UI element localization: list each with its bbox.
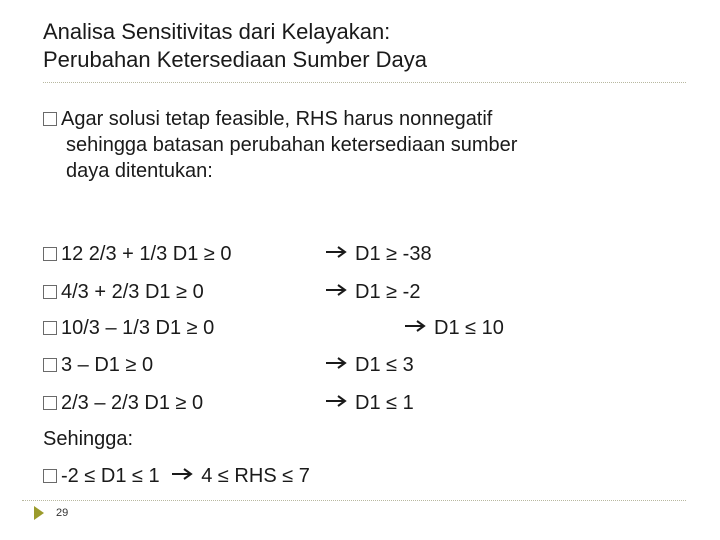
right-arrow-icon	[325, 394, 347, 408]
conclusion-row	[43, 463, 310, 489]
bullet-icon	[43, 396, 57, 410]
result-text: D1 ≤ 10	[434, 317, 504, 339]
constraint-expr: 3 – D1 ≥ 0	[61, 354, 154, 376]
constraint-result	[325, 390, 414, 416]
constraint-expr: 12 2/3 + 1/3 D1 ≥ 0	[61, 243, 232, 265]
slide-title	[43, 18, 683, 74]
right-arrow-icon	[325, 245, 347, 259]
right-arrow-icon	[171, 467, 193, 481]
constraint-expr: 2/3 – 2/3 D1 ≥ 0	[61, 392, 204, 414]
bullet-icon	[43, 112, 57, 126]
constraint-row	[43, 352, 153, 378]
intro-line-3: daya ditentukan:	[66, 160, 213, 182]
intro-line-2: sehingga batasan perubahan ketersediaan sumber	[66, 134, 518, 156]
conclusion-right: 4 ≤ RHS ≤ 7	[201, 465, 310, 487]
conclusion-label: Sehingga:	[43, 428, 134, 450]
result-text: D1 ≥ -38	[355, 243, 432, 265]
intro-line-1: Agar solusi tetap feasible, RHS harus nonnegatif	[61, 108, 493, 130]
constraint-result	[404, 315, 504, 341]
constraint-row	[43, 390, 203, 416]
bullet-icon	[43, 469, 57, 483]
result-text: D1 ≤ 3	[355, 354, 414, 376]
page-number: 29	[56, 507, 69, 519]
constraint-result	[325, 352, 414, 378]
constraint-result	[325, 279, 420, 305]
constraint-result	[325, 241, 432, 267]
title-divider	[43, 82, 686, 83]
right-arrow-icon	[404, 319, 426, 333]
right-arrow-icon	[325, 356, 347, 370]
conclusion-left: -2 ≤ D1 ≤ 1	[61, 465, 160, 487]
bullet-icon	[43, 285, 57, 299]
bullet-icon	[43, 321, 57, 335]
result-text: D1 ≥ -2	[355, 281, 421, 303]
page-marker-icon	[34, 506, 44, 520]
bullet-icon	[43, 358, 57, 372]
result-text: D1 ≤ 1	[355, 392, 414, 414]
title-line-1: Analisa Sensitivitas dari Kelayakan:	[43, 19, 391, 44]
footer-divider	[22, 500, 686, 501]
intro-paragraph	[43, 106, 673, 184]
constraint-row	[43, 241, 232, 267]
title-line-2: Perubahan Ketersediaan Sumber Daya	[43, 47, 428, 72]
constraint-row	[43, 315, 214, 341]
constraint-expr: 4/3 + 2/3 D1 ≥ 0	[61, 281, 204, 303]
bullet-icon	[43, 247, 57, 261]
right-arrow-icon	[325, 283, 347, 297]
constraint-expr: 10/3 – 1/3 D1 ≥ 0	[61, 317, 215, 339]
constraint-row	[43, 279, 204, 305]
